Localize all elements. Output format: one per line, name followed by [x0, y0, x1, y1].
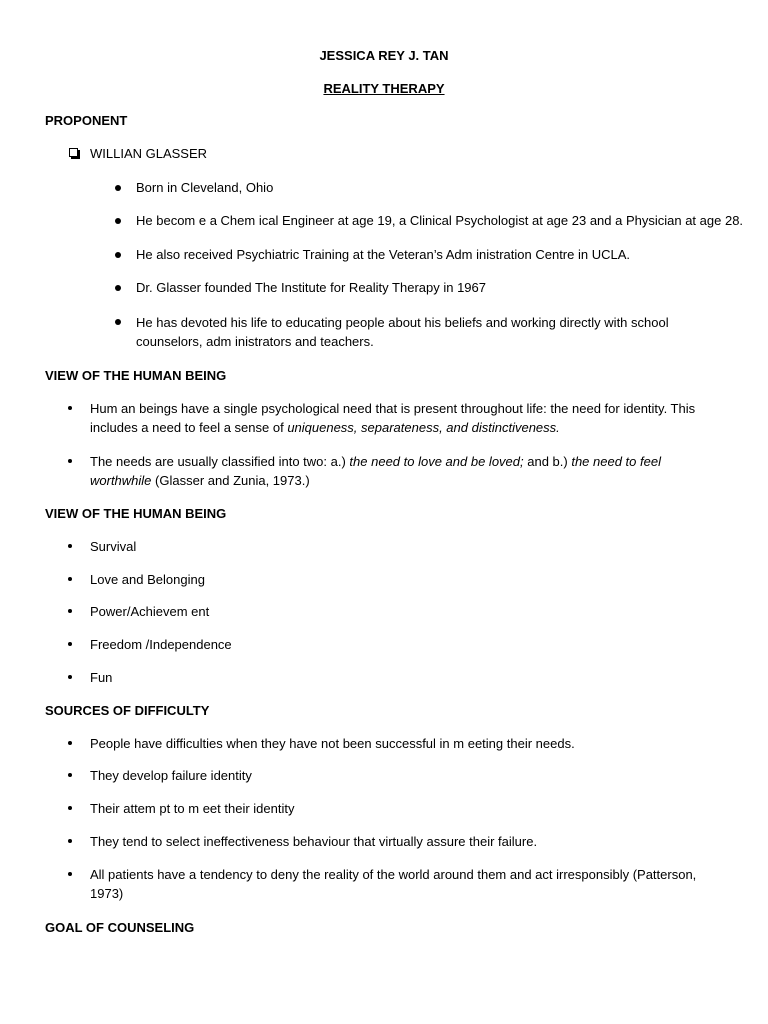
view-item-text: The needs are usually classified into two: a.) [90, 454, 350, 469]
proponent-item: Born in Cleveland, Ohio [136, 180, 274, 195]
bullet-dot-icon [68, 872, 72, 876]
view-item-emphasis: the need to love and be loved; [349, 454, 524, 469]
difficulty-item: They develop failure identity [90, 768, 252, 783]
bullet-dot-icon [115, 185, 121, 191]
bullet-dot-icon [115, 218, 121, 224]
bullet-dot-icon [68, 741, 72, 745]
proponent-item: He becom e a Chem ical Engineer at age 19, a Clinical Psychologist at age 23 and a Physician at age 28. [136, 213, 744, 228]
author-name: JESSICA REY J. TAN [319, 48, 449, 63]
heading-view-human-being-needs: VIEW OF THE HUMAN BEING [45, 506, 227, 521]
bullet-dot-icon [68, 609, 72, 613]
proponent-item: He also received Psychiatric Training at the Veteran’s Adm inistration Centre in UCLA. [136, 247, 630, 262]
view-item-emphasis: uniqueness, separateness, and distinctiveness. [287, 420, 560, 435]
bullet-dot-icon [115, 285, 121, 291]
bullet-dot-icon [68, 806, 72, 810]
difficulty-item: People have difficulties when they have not been successful in m eeting their needs. [90, 736, 575, 751]
bullet-dot-icon [115, 319, 121, 325]
need-item: Love and Belonging [90, 572, 205, 587]
checkbox-bullet-icon [69, 148, 78, 157]
view-item-emphasis: the need to feel worthwhile [90, 454, 661, 488]
bullet-dot-icon [68, 544, 72, 548]
view-item [90, 399, 720, 437]
heading-sources-of-difficulty: SOURCES OF DIFFICULTY [45, 703, 210, 718]
difficulty-item: They tend to select ineffectiveness behaviour that virtually assure their failure. [90, 834, 538, 849]
need-item: Power/Achievem ent [90, 604, 210, 619]
proponent-name: WILLIAN GLASSER [90, 146, 208, 161]
proponent-item: Dr. Glasser founded The Institute for Reality Therapy in 1967 [136, 280, 486, 295]
heading-goal-of-counseling: GOAL OF COUNSELING [45, 920, 195, 935]
bullet-dot-icon [68, 642, 72, 646]
document-title: REALITY THERAPY [323, 81, 445, 96]
heading-view-human-being: VIEW OF THE HUMAN BEING [45, 368, 227, 383]
need-item: Freedom /Independence [90, 637, 232, 652]
view-item-text: (Glasser and Zunia, 1973.) [151, 473, 310, 488]
view-item-text: and b.) [523, 454, 572, 469]
bullet-dot-icon [68, 459, 72, 463]
heading-proponent: PROPONENT [45, 113, 128, 128]
view-item [90, 452, 670, 490]
proponent-item: He has devoted his life to educating people about his beliefs and working directly with school counselors, adm inistrators and teachers. [136, 315, 669, 349]
bullet-dot-icon [68, 577, 72, 581]
bullet-dot-icon [115, 252, 121, 258]
bullet-dot-icon [68, 406, 72, 410]
view-item-text: Hum an beings have a single psychological need that is present throughout life: the need for identity. This includes a need to feel a sense of [90, 401, 696, 435]
difficulty-item: All patients have a tendency to deny the reality of the world around them and act irresponsibly (Patterson, 1973) [90, 867, 697, 901]
need-item: Survival [90, 539, 137, 554]
bullet-dot-icon [68, 675, 72, 679]
difficulty-item: Their attem pt to m eet their identity [90, 801, 295, 816]
bullet-dot-icon [68, 839, 72, 843]
need-item: Fun [90, 670, 113, 685]
bullet-dot-icon [68, 773, 72, 777]
